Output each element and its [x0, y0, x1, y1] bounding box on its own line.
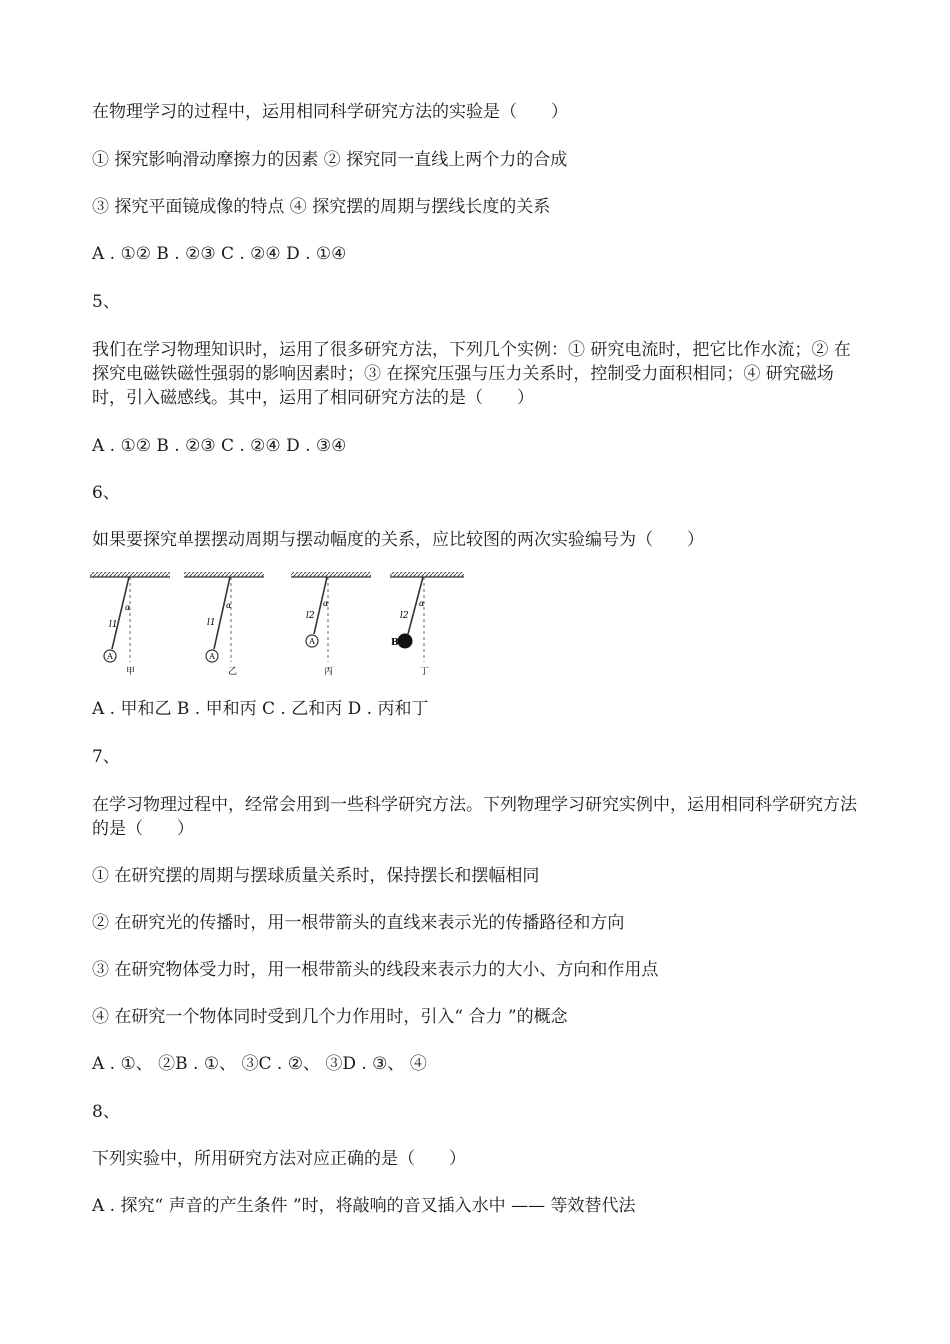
- q5-stem: 我们在学习物理知识时，运用了很多研究方法，下列几个实例：① 研究电流时，把它比作水流；② 在探究电磁铁磁性强弱的影响因素时；③ 在探究压强与压力关系时，控制受力面积相同；④ 研究磁场时，引入磁感线。其中，运用了相同研究方法的是（ ）: [92, 340, 851, 408]
- angle-label: α: [323, 599, 329, 608]
- q7-options: A . ①、 ②B . ①、 ③C . ②、 ③D . ③、 ④: [92, 1054, 427, 1074]
- q6-number: 6、: [92, 483, 120, 503]
- q4-items-line2: ③ 探究平面镜成像的特点 ④ 探究摆的周期与摆线长度的关系: [92, 197, 551, 217]
- ceiling-support: [291, 572, 371, 577]
- q5-number: 5、: [92, 292, 120, 312]
- q8-number: 8、: [92, 1102, 120, 1122]
- caption-yi: 乙: [228, 667, 238, 677]
- pendulum-ding: [390, 572, 464, 677]
- q8-option-a: A . 探究“ 声音的产生条件 ”时，将敲响的音叉插入水中 —— 等效替代法: [92, 1196, 636, 1216]
- q7-stem: 在学习物理过程中，经常会用到一些科学研究方法。下列物理学习研究实例中，运用相同科学研究方法的是（ ）: [92, 795, 857, 839]
- ceiling-support: [390, 572, 464, 577]
- bob-label: A: [107, 652, 113, 661]
- q4-options: A . ①② B . ②③ C . ②④ D . ①④: [92, 244, 347, 264]
- angle-label: α: [419, 599, 425, 608]
- pendulum-bing: [291, 572, 371, 677]
- q6-stem: 如果要探究单摆摆动周期与摆动幅度的关系，应比较图的两次实验编号为（ ）: [92, 530, 704, 550]
- bob-label: B: [391, 638, 399, 648]
- pendulum-diagram: [88, 570, 468, 680]
- pendulum-bob-filled: [398, 634, 412, 648]
- length-label: l1: [207, 618, 216, 628]
- q5-options: A . ①② B . ②③ C . ②④ D . ③④: [92, 436, 347, 456]
- pendulum-yi: [184, 572, 264, 677]
- bob-label: A: [209, 652, 215, 661]
- q6-options: A . 甲和乙 B . 甲和丙 C . 乙和丙 D . 丙和丁: [92, 699, 429, 719]
- angle-label: α: [125, 603, 131, 612]
- angle-label: α: [226, 601, 232, 610]
- pendulum-string: [214, 577, 230, 649]
- length-label: l1: [109, 620, 118, 630]
- caption-ding: 丁: [420, 667, 430, 677]
- caption-bing: 丙: [324, 667, 334, 677]
- ceiling-support: [184, 572, 264, 577]
- ceiling-support: [90, 572, 170, 577]
- q4-stem: 在物理学习的过程中，运用相同科学研究方法的实验是（ ）: [92, 102, 568, 122]
- q7-item4: ④ 在研究一个物体同时受到几个力作用时，引入“ 合力 ”的概念: [92, 1007, 568, 1027]
- pendulum-jia: [90, 572, 170, 677]
- q7-item1: ① 在研究摆的周期与摆球质量关系时，保持摆长和摆幅相同: [92, 866, 540, 886]
- q7-item2: ② 在研究光的传播时，用一根带箭头的直线来表示光的传播路径和方向: [92, 913, 625, 933]
- bob-label: A: [309, 637, 315, 646]
- length-label: l2: [400, 611, 409, 621]
- q8-stem: 下列实验中，所用研究方法对应正确的是（ ）: [92, 1149, 466, 1169]
- q7-number: 7、: [92, 747, 120, 767]
- pendulum-string: [112, 577, 129, 649]
- q4-items-line1: ① 探究影响滑动摩擦力的因素 ② 探究同一直线上两个力的合成: [92, 150, 568, 170]
- pendulum-figure: [88, 570, 468, 680]
- q7-item3: ③ 在研究物体受力时，用一根带箭头的线段来表示力的大小、方向和作用点: [92, 960, 659, 980]
- length-label: l2: [306, 611, 315, 621]
- caption-jia: 甲: [126, 667, 136, 677]
